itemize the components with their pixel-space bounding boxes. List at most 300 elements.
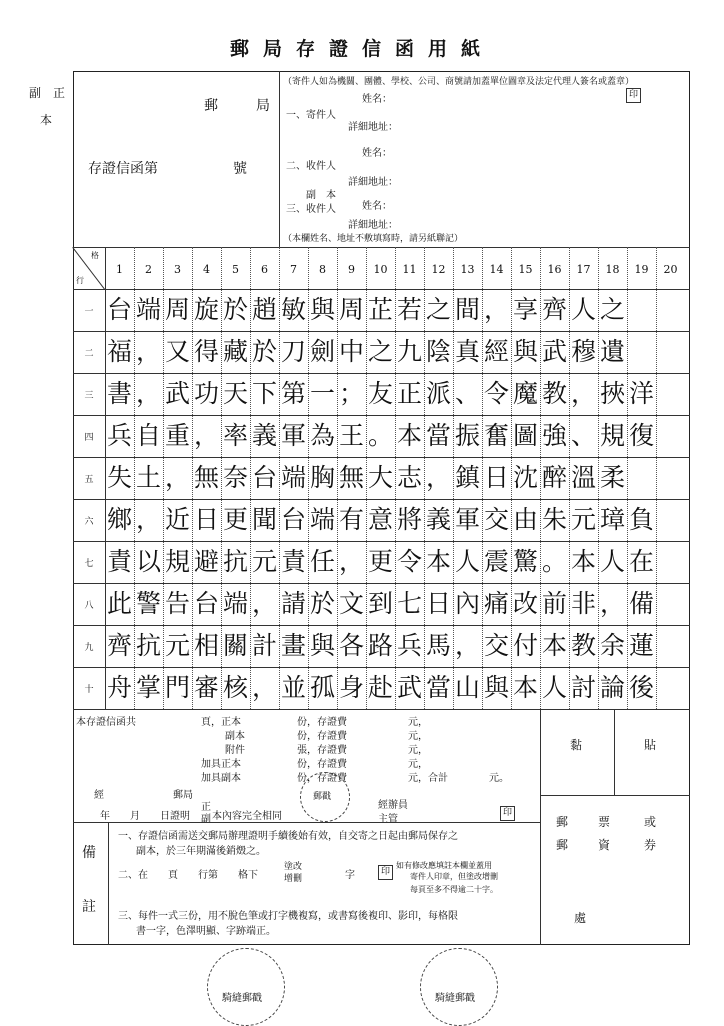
grid-row-label: 五: [84, 475, 94, 485]
grid-column-header: 16: [547, 263, 562, 276]
grid-column-header: 9: [348, 263, 355, 276]
grid-char: 人: [599, 547, 625, 576]
grid-char: 將: [396, 505, 422, 534]
grid-char: 交: [483, 505, 509, 534]
grid-char: 改: [512, 589, 538, 618]
grid-char: 之: [367, 337, 393, 366]
grid-char: 又: [164, 337, 190, 366]
grid-row-label: 八: [84, 601, 94, 611]
grid-column-header: 18: [605, 263, 620, 276]
grid-char: 負: [628, 505, 654, 534]
certify-content-same: 本內容完全相同: [212, 811, 282, 822]
grid-char: 責: [280, 547, 306, 576]
grid-char: 朱: [541, 505, 567, 534]
recipient-name-label: 姓名：: [362, 148, 392, 159]
grid-char: 令: [483, 379, 509, 408]
grid-char: 友: [367, 379, 393, 408]
grid-char: 並: [280, 673, 306, 702]
grid-column-header: 7: [290, 263, 297, 276]
fees-pages-original: 頁，正本: [201, 717, 241, 728]
grid-char: 前: [541, 589, 567, 618]
grid-char: 台: [280, 505, 306, 534]
grid-char: 教: [541, 379, 567, 408]
grid-char: 復: [628, 421, 654, 450]
grid-char: 核: [222, 673, 248, 702]
fees-yuan-2: 元，: [408, 731, 428, 742]
grid-line: [73, 331, 690, 332]
fees-yuan-1: 元，: [408, 717, 428, 728]
grid-char: 奈: [222, 463, 248, 492]
grid-char: 端: [222, 589, 248, 618]
certify-original-mark: 正: [201, 802, 211, 813]
seam-stamp-left: [207, 948, 285, 1026]
grid-char: 與: [512, 337, 538, 366]
grid-char: 當: [425, 673, 451, 702]
certify-post-office: 郵局: [173, 790, 193, 801]
grid-char: 在: [628, 547, 654, 576]
grid-char: 端: [309, 505, 335, 534]
grid-char: ，: [425, 463, 451, 492]
grid-char: 日: [193, 505, 219, 534]
grid-char: 於: [222, 295, 248, 324]
grid-char: 赴: [367, 673, 393, 702]
grid-char: 鎮: [454, 463, 480, 492]
grid-char: 畫: [280, 631, 306, 660]
grid-char: 享: [512, 295, 538, 324]
grid-column-header: 15: [518, 263, 533, 276]
fees-copy-label: 副本: [225, 731, 245, 742]
notes-label-1: 備: [82, 845, 96, 861]
grid-char: 齊: [541, 295, 567, 324]
grid-char: 璋: [599, 505, 625, 534]
grid-char: 任: [309, 547, 335, 576]
grid-char: ，: [164, 463, 190, 492]
grid-char: 以: [135, 547, 161, 576]
grid-line: [656, 247, 657, 709]
fees-sheet: 張，存證費: [297, 745, 347, 756]
grid-char: 人: [454, 547, 480, 576]
grid-char: 下: [251, 379, 277, 408]
grid-row-label: 七: [84, 559, 94, 569]
grid-char: 土: [135, 463, 161, 492]
paste-char-2: 貼: [644, 738, 657, 752]
grid-char: 間: [454, 295, 480, 324]
grid-char: 本: [512, 673, 538, 702]
grid-char: 日: [425, 589, 451, 618]
grid-char: 溫: [570, 463, 596, 492]
fees-total-yuan: 元。: [489, 773, 509, 784]
sender-label: 一、寄件人: [286, 110, 336, 121]
grid-line: [73, 667, 690, 668]
grid-line: [73, 415, 690, 416]
header-note-bottom: （本欄姓名、地址不敷填寫時，請另紙聯記）: [283, 234, 464, 244]
grid-char: 抗: [135, 631, 161, 660]
grid-char: 福: [106, 337, 132, 366]
fees-yuan-3: 元，: [408, 745, 428, 756]
grid-char: 一: [309, 379, 335, 408]
seam-stamp-right: [420, 948, 498, 1026]
grid-char: 路: [367, 631, 393, 660]
grid-row-label: 六: [84, 517, 94, 527]
grid-line: [73, 373, 690, 374]
grid-char: 書: [106, 379, 132, 408]
grid-char: 告: [164, 589, 190, 618]
grid-char: 非: [570, 589, 596, 618]
grid-char: ，: [599, 589, 625, 618]
grid-char: 、: [570, 421, 596, 450]
grid-char: 規: [164, 547, 190, 576]
grid-char: 掌: [135, 673, 161, 702]
grid-char: ，: [338, 547, 364, 576]
grid-char: 各: [338, 631, 364, 660]
grid-char: 經: [483, 337, 509, 366]
grid-char: 於: [309, 589, 335, 618]
grid-char: 芷: [367, 295, 393, 324]
grid-char: 論: [599, 673, 625, 702]
fees-share-1: 份，存證費: [297, 717, 347, 728]
grid-char: 兵: [106, 421, 132, 450]
cc-label-line1: 副 本: [306, 190, 336, 201]
grid-char: 天: [222, 379, 248, 408]
grid-char: 。: [541, 547, 567, 576]
grid-char: 大: [367, 463, 393, 492]
fees-share-3: 份，存證費: [297, 759, 347, 770]
grid-char: 九: [396, 337, 422, 366]
cc-label-line2: 三、收件人: [286, 204, 336, 215]
note-item2-mod-2: 增刪: [284, 874, 303, 884]
grid-column-header: 19: [634, 263, 649, 276]
grid-char: 柔: [599, 463, 625, 492]
sender-name-label: 姓名：: [362, 94, 392, 105]
fees-intro: 本存證信函共: [76, 717, 136, 728]
note-item2-mod-1: 塗改: [284, 862, 303, 872]
fees-extra-copy-label: 加具副本: [201, 773, 241, 784]
grid-char: 余: [599, 631, 625, 660]
sender-address-label: 詳細地址：: [348, 122, 398, 133]
fees-attachment-label: 附件: [225, 745, 245, 756]
grid-char: 人: [541, 673, 567, 702]
grid-char: 正: [396, 379, 422, 408]
grid-char: 敏: [280, 295, 306, 324]
note-item2-seal: 印: [378, 865, 393, 880]
grid-column-header: 2: [145, 263, 152, 276]
grid-char: 計: [251, 631, 277, 660]
grid-char: 沈: [512, 463, 538, 492]
grid-char: 身: [338, 673, 364, 702]
grid-char: 為: [309, 421, 335, 450]
grid-line: [73, 289, 690, 290]
grid-line: [73, 457, 690, 458]
grid-char: 文: [338, 589, 364, 618]
fees-share-4: 份，存證費: [297, 773, 347, 784]
grid-char: 周: [164, 295, 190, 324]
grid-char: 責: [106, 547, 132, 576]
grid-char: 陰: [425, 337, 451, 366]
grid-char: 穆: [570, 337, 596, 366]
grid-char: ，: [570, 379, 596, 408]
grid-column-header: 11: [402, 263, 417, 276]
grid-char: 鄉: [106, 505, 132, 534]
grid-column-header: 3: [174, 263, 181, 276]
grid-char: 蓮: [628, 631, 654, 660]
stamp-char-3: 或: [644, 815, 657, 829]
grid-char: 與: [483, 673, 509, 702]
grid-char: 真: [454, 337, 480, 366]
grid-char: 討: [570, 673, 596, 702]
grid-char: 義: [425, 505, 451, 534]
grid-char: 自: [135, 421, 161, 450]
grid-char: ；: [338, 379, 364, 408]
fees-extra-original-label: 加具正本: [201, 759, 241, 770]
handler-label: 經辦員: [378, 800, 408, 811]
copy-label-original: 正: [53, 86, 66, 100]
note-item3-line2: 書一字，色澤明顯、字跡端正。: [136, 926, 276, 937]
grid-char: 軍: [454, 505, 480, 534]
grid-char: 軍: [280, 421, 306, 450]
certify-copy-mark: 副: [201, 814, 211, 825]
grid-row-label: 四: [84, 433, 94, 443]
postmark-label: 郵戳: [313, 792, 332, 802]
grid-char: 規: [599, 421, 625, 450]
grid-char: 交: [483, 631, 509, 660]
grid-char: 山: [454, 673, 480, 702]
grid-char: 痛: [483, 589, 509, 618]
sender-seal: 印: [626, 88, 641, 103]
grid-column-header: 10: [373, 263, 388, 276]
form-title: 郵局存證信函用紙: [229, 38, 494, 60]
grid-char: 付: [512, 631, 538, 660]
grid-char: 端: [280, 463, 306, 492]
grid-char: 強: [541, 421, 567, 450]
grid-column-header: 1: [116, 263, 123, 276]
seam-stamp-right-label: 騎縫郵戳: [435, 993, 475, 1004]
grid-char: 七: [396, 589, 422, 618]
letter-number-suffix: 號: [233, 161, 247, 177]
grid-char: 功: [193, 379, 219, 408]
grid-char: 教: [570, 631, 596, 660]
grid-char: 趙: [251, 295, 277, 324]
grid-char: 藏: [222, 337, 248, 366]
grid-row-label: 九: [84, 643, 94, 653]
grid-char: 挾: [599, 379, 625, 408]
grid-char: 無: [338, 463, 364, 492]
grid-char: 震: [483, 547, 509, 576]
grid-column-header: 4: [203, 263, 210, 276]
grid-char: 遺: [599, 337, 625, 366]
grid-char: 奮: [483, 421, 509, 450]
grid-char: 由: [512, 505, 538, 534]
grid-char: 之: [599, 295, 625, 324]
grid-char: 日: [483, 463, 509, 492]
grid-char: 驚: [512, 547, 538, 576]
grid-char: 無: [193, 463, 219, 492]
grid-char: 振: [454, 421, 480, 450]
grid-char: 本: [425, 547, 451, 576]
grid-char: 與: [309, 631, 335, 660]
grid-corner-bottom: 行: [76, 276, 84, 285]
note-item2-note-1: 如有修改應填註本欄並蓋用: [396, 861, 492, 870]
note-item2-word: 字: [345, 870, 355, 881]
grid-char: 旋: [193, 295, 219, 324]
grid-char: 周: [338, 295, 364, 324]
grid-char: 劍: [309, 337, 335, 366]
fee-char-2: 資: [598, 838, 611, 852]
paste-char-1: 黏: [570, 738, 583, 752]
grid-line: [73, 499, 690, 500]
grid-char: 審: [193, 673, 219, 702]
grid-row-label: 二: [84, 349, 94, 359]
grid-column-header: 14: [489, 263, 504, 276]
grid-corner-top: 格: [91, 251, 99, 260]
note-item2-prefix: 二、在 頁 行第 格下: [118, 870, 258, 881]
grid-char: 關: [222, 631, 248, 660]
grid-char: 齊: [106, 631, 132, 660]
header-note-top: （寄件人如為機關、團體、學校、公司、商號請加蓋單位圖章及法定代理人簽名或蓋章）: [283, 77, 635, 87]
grid-char: 請: [280, 589, 306, 618]
grid-char: 孤: [309, 673, 335, 702]
certify-via: 經: [94, 790, 104, 801]
grid-char: 第: [280, 379, 306, 408]
grid-char: 義: [251, 421, 277, 450]
note-item2-note-2: 寄件人印章，但塗改增刪: [410, 872, 498, 881]
grid-char: 若: [396, 295, 422, 324]
grid-char: 當: [425, 421, 451, 450]
grid-char: 兵: [396, 631, 422, 660]
grid-char: 志: [396, 463, 422, 492]
grid-column-header: 20: [663, 263, 678, 276]
grid-char: 失: [106, 463, 132, 492]
seam-stamp-left-label: 騎縫郵戳: [222, 993, 262, 1004]
grid-column-header: 5: [232, 263, 239, 276]
notes-label-2: 註: [82, 899, 96, 915]
grid-char: 避: [193, 547, 219, 576]
grid-char: 與: [309, 295, 335, 324]
grid-char: 率: [222, 421, 248, 450]
grid-char: 胸: [309, 463, 335, 492]
grid-column-header: 8: [319, 263, 326, 276]
grid-char: ，: [483, 295, 509, 324]
grid-char: 元: [164, 631, 190, 660]
grid-char: 、: [454, 379, 480, 408]
fees-total-label: 元，合計: [408, 773, 448, 784]
grid-char: 後: [628, 673, 654, 702]
certify-date-line: 年 月 日證明: [100, 811, 190, 822]
grid-column-header: 13: [460, 263, 475, 276]
grid-line: [73, 625, 690, 626]
grid-char: 到: [367, 589, 393, 618]
grid-char: 更: [222, 505, 248, 534]
note-item2-note-3: 每頁至多不得逾二十字。: [410, 885, 498, 894]
grid-char: ，: [135, 505, 161, 534]
grid-char: 台: [106, 295, 132, 324]
grid-char: 備: [628, 589, 654, 618]
grid-char: 本: [570, 547, 596, 576]
grid-char: 台: [251, 463, 277, 492]
grid-char: 馬: [425, 631, 451, 660]
grid-char: 。: [367, 421, 393, 450]
grid-char: 刀: [280, 337, 306, 366]
fee-char-1: 郵: [556, 838, 569, 852]
grid-char: ，: [251, 589, 277, 618]
grid-char: 武: [396, 673, 422, 702]
supervisor-label: 主管: [378, 814, 398, 825]
grid-char: ，: [454, 631, 480, 660]
grid-char: ，: [135, 379, 161, 408]
grid-row-label: 三: [84, 391, 94, 401]
grid-char: 聞: [251, 505, 277, 534]
grid-char: 抗: [222, 547, 248, 576]
cc-address-label: 詳細地址：: [348, 220, 398, 231]
grid-char: 相: [193, 631, 219, 660]
grid-char: 武: [541, 337, 567, 366]
grid-char: ，: [193, 421, 219, 450]
grid-column-header: 12: [431, 263, 446, 276]
fees-share-2: 份，存證費: [297, 731, 347, 742]
grid-line: [73, 583, 690, 584]
grid-char: 本: [541, 631, 567, 660]
grid-char: 令: [396, 547, 422, 576]
grid-char: 魔: [512, 379, 538, 408]
note-item3-line1: 三、每件一式三份，用不脫色筆或打字機複寫，或書寫後複印、影印，每格限: [118, 911, 458, 922]
grid-char: 本: [396, 421, 422, 450]
recipient-address-label: 詳細地址：: [348, 177, 398, 188]
grid-char: 台: [193, 589, 219, 618]
grid-char: 重: [164, 421, 190, 450]
grid-char: 舟: [106, 673, 132, 702]
grid-char: 元: [251, 547, 277, 576]
fees-yuan-4: 元，: [408, 759, 428, 770]
grid-char: ，: [135, 337, 161, 366]
grid-char: 此: [106, 589, 132, 618]
grid-column-header: 6: [261, 263, 268, 276]
grid-char: 近: [164, 505, 190, 534]
grid-char: 於: [251, 337, 277, 366]
grid-row-label: 十: [84, 685, 94, 695]
grid-char: 有: [338, 505, 364, 534]
grid-char: 之: [425, 295, 451, 324]
handler-seal: 印: [500, 806, 515, 821]
grid-char: ，: [251, 673, 277, 702]
grid-char: 門: [164, 673, 190, 702]
grid-char: 醉: [541, 463, 567, 492]
copy-label-base: 本: [40, 113, 53, 127]
grid-char: 圖: [512, 421, 538, 450]
grid-char: 意: [367, 505, 393, 534]
post-office-label: 郵 局: [204, 98, 282, 114]
fee-char-3: 券: [644, 838, 657, 852]
grid-char: 元: [570, 505, 596, 534]
grid-char: 警: [135, 589, 161, 618]
stamp-char-1: 郵: [556, 815, 569, 829]
grid-line: [73, 541, 690, 542]
place-char: 處: [574, 911, 587, 925]
grid-char: 人: [570, 295, 596, 324]
grid-char: 王: [338, 421, 364, 450]
grid-char: 派: [425, 379, 451, 408]
stamp-char-2: 票: [598, 815, 611, 829]
note-item1-line1: 一、存證信函需送交郵局辦理證明手續後始有效，自交寄之日起由郵局保存之: [118, 831, 458, 842]
grid-char: 中: [338, 337, 364, 366]
grid-char: 內: [454, 589, 480, 618]
grid-char: 洋: [628, 379, 654, 408]
grid-row-label: 一: [84, 307, 94, 317]
grid-char: 更: [367, 547, 393, 576]
copy-label-copy: 副: [29, 86, 42, 100]
grid-char: 端: [135, 295, 161, 324]
cc-name-label: 姓名：: [362, 201, 392, 212]
grid-char: 武: [164, 379, 190, 408]
grid-column-header: 17: [576, 263, 591, 276]
